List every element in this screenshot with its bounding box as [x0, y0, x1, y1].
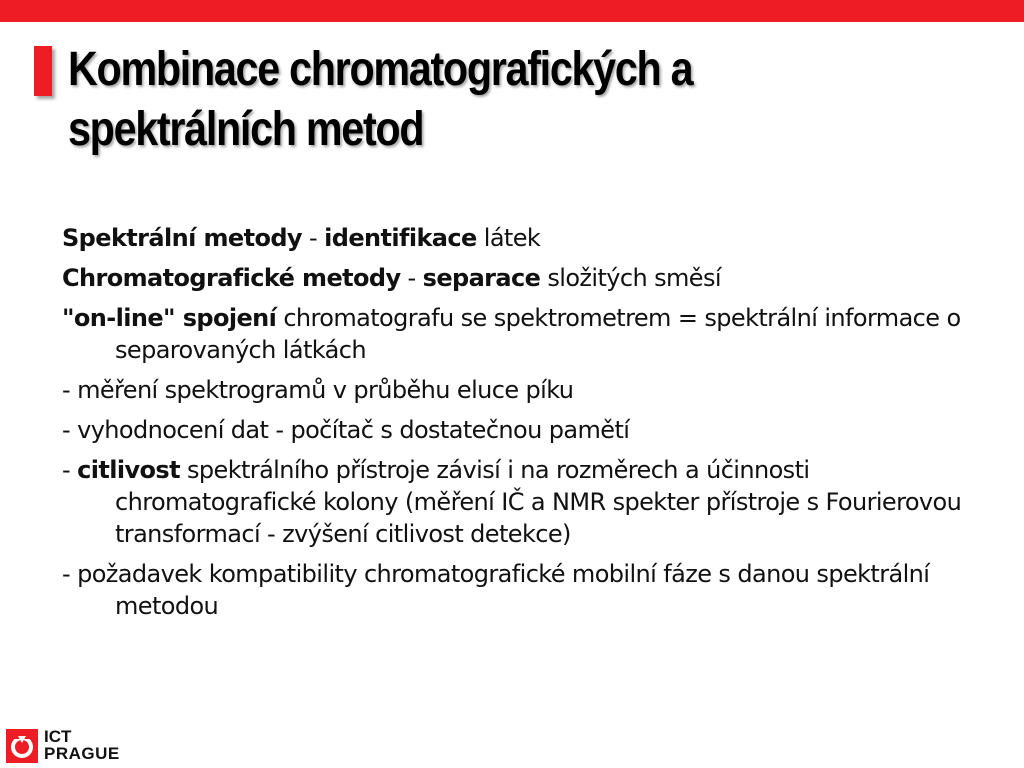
- slide-title-line2: spektrálních metod: [68, 103, 424, 156]
- paragraph-text: - vyhodnocení dat - počítač s dostatečnou pamětí: [62, 416, 630, 444]
- term-online-coupling: "on-line" spojení: [62, 304, 277, 332]
- paragraph-text: látek: [476, 224, 541, 252]
- term-separation: separace: [422, 264, 541, 292]
- paragraph-text: -: [62, 456, 78, 484]
- paragraph-text: spektrálního přístroje závisí i na rozměrech a účinnosti chromatografické kolony (měření IČ a NMR spekter přístroje s Fourierovou transformací - zvýšení citlivost detekce): [115, 456, 962, 548]
- paragraph-text: složitých směsí: [540, 264, 721, 292]
- paragraph-spectral-methods: [62, 222, 982, 254]
- term-identification: identifikace: [324, 224, 477, 252]
- term-chromatographic-methods: Chromatografické metody: [62, 264, 401, 292]
- ict-prague-logo-icon: [4, 727, 40, 765]
- separator-text: -: [301, 224, 325, 252]
- slide-title: [68, 40, 842, 160]
- top-accent-bar: [0, 0, 1024, 22]
- logo-text-prague: PRAGUE: [44, 744, 120, 763]
- paragraph-compatibility: [62, 558, 982, 622]
- slide-title-line1: Kombinace chromatografických a: [68, 43, 693, 96]
- title-marker: [34, 46, 52, 96]
- term-spectral-methods: Spektrální metody: [62, 224, 302, 252]
- paragraph-chromatographic-methods: [62, 262, 982, 294]
- paragraph-spectrogram-measurement: [62, 374, 982, 406]
- term-sensitivity: citlivost: [77, 456, 180, 484]
- slide-content: [62, 222, 982, 630]
- paragraph-text: - požadavek kompatibility chromatografické mobilní fáze s danou spektrální metodou: [62, 560, 930, 620]
- paragraph-sensitivity: [62, 454, 982, 550]
- paragraph-data-evaluation: [62, 414, 982, 446]
- paragraph-text: - měření spektrogramů v průběhu eluce píku: [62, 376, 574, 404]
- separator-text: -: [400, 264, 423, 292]
- logo-text-ict: ICT: [44, 727, 72, 746]
- paragraph-text: chromatografu se spektrometrem = spektrální informace o separovaných látkách: [115, 304, 961, 364]
- paragraph-online-coupling: [62, 302, 982, 366]
- ict-prague-logo: [4, 726, 124, 766]
